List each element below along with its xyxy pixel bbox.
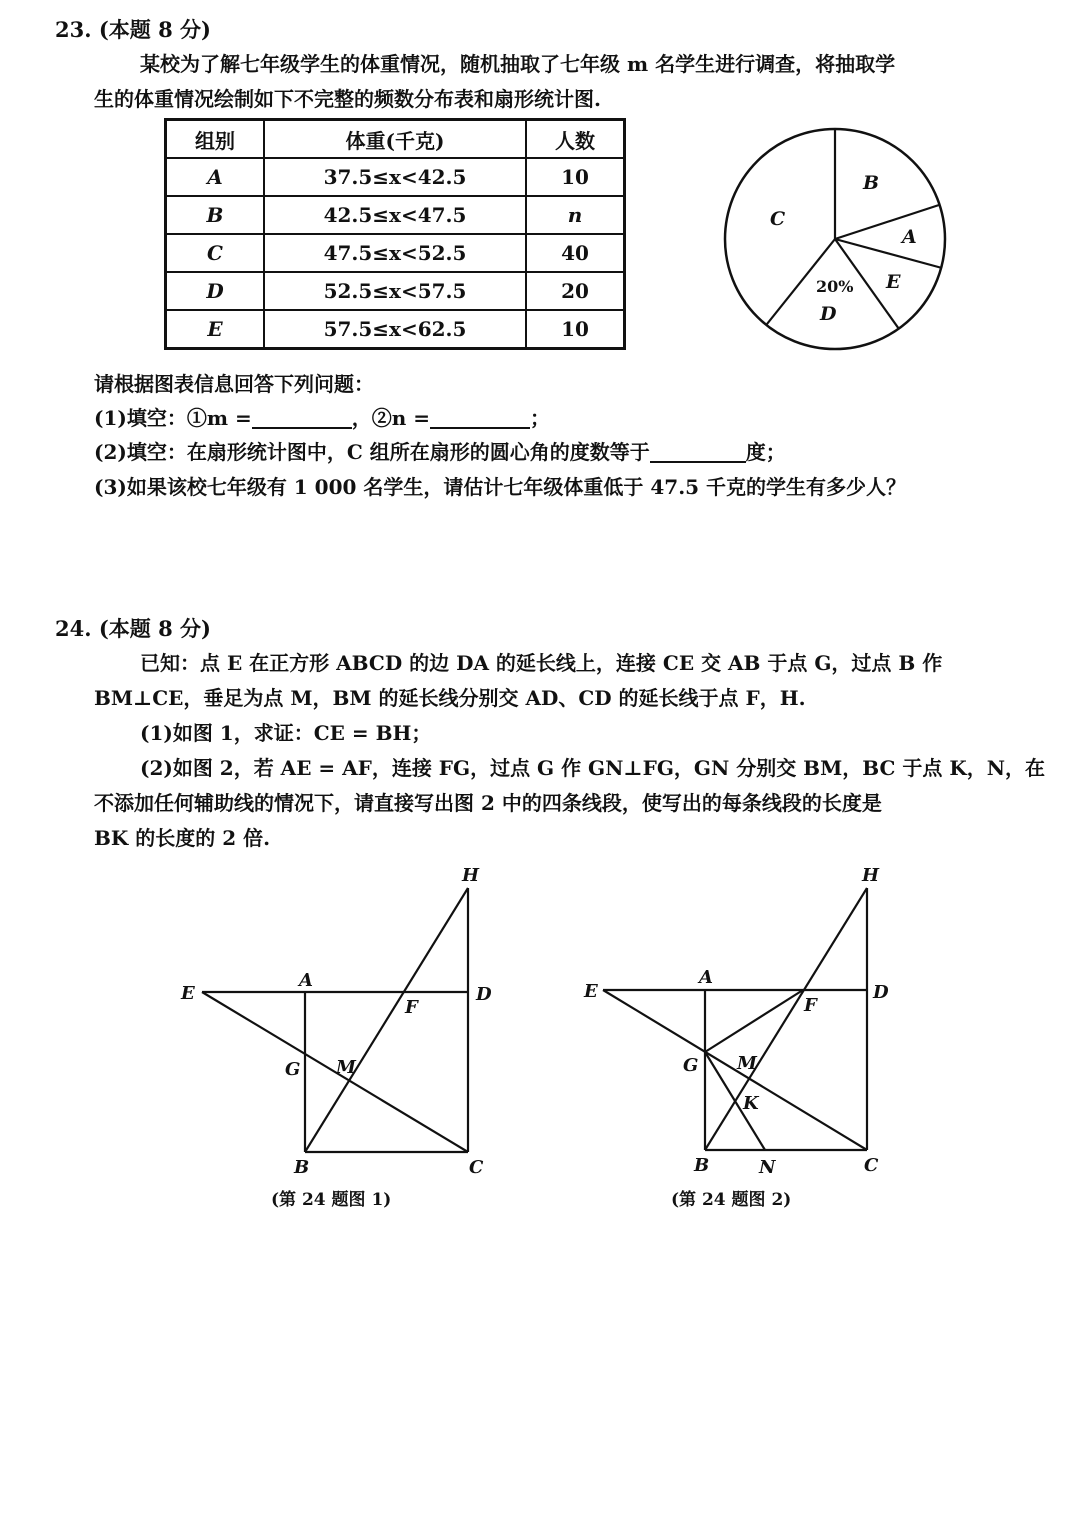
q24-part2-line1: (2)如图 2，若 AE = AF，连接 FG，过点 G 作 GN⊥FG，GN 分别交 BM，BC 于点 K，N，在 bbox=[140, 756, 1046, 780]
fig2-label-e: E bbox=[584, 981, 598, 1002]
part2-end: 度； bbox=[745, 440, 786, 464]
fig2-line-bh bbox=[705, 888, 867, 1150]
q24-part2-line3: BK 的长度的 2 倍. bbox=[94, 826, 271, 850]
fig2-label-b: B bbox=[694, 1155, 710, 1176]
fig2-label-f: F bbox=[804, 995, 817, 1016]
fig2-label-c: C bbox=[864, 1155, 879, 1176]
frequency-table bbox=[164, 118, 626, 350]
table-cell-group: C bbox=[166, 234, 265, 272]
fig1-label-m: M bbox=[336, 1057, 356, 1078]
fig1-label-h: H bbox=[462, 865, 480, 886]
part1-label-n: ，②n = bbox=[351, 406, 430, 430]
answer-blank-angle[interactable] bbox=[650, 439, 746, 463]
pie-label-e: E bbox=[886, 271, 901, 293]
table-header-count: 人数 bbox=[526, 120, 625, 159]
fig1-label-b: B bbox=[294, 1157, 310, 1178]
part1-label-m: (1)填空：①m = bbox=[94, 406, 252, 430]
table-cell-range: 57.5≤x<62.5 bbox=[264, 310, 526, 349]
fig2-label-m: M bbox=[737, 1053, 757, 1074]
fig1-label-d: D bbox=[476, 984, 492, 1005]
fig1-label-e: E bbox=[181, 983, 195, 1004]
q23-header: 23. (本题 8 分) bbox=[55, 17, 211, 42]
table-row bbox=[166, 310, 625, 349]
table-cell-group: B bbox=[166, 196, 265, 234]
table-cell-range: 47.5≤x<52.5 bbox=[264, 234, 526, 272]
fig2-label-k: K bbox=[743, 1093, 759, 1114]
q23-prompt: 请根据图表信息回答下列问题： bbox=[94, 372, 374, 396]
q23-part1 bbox=[94, 401, 550, 436]
q23-part2 bbox=[94, 435, 786, 470]
fig1-label-a: A bbox=[299, 970, 313, 991]
fig2-label-h: H bbox=[862, 865, 880, 886]
figure-2 bbox=[570, 855, 910, 1185]
q24-part1: (1)如图 1，求证：CE = BH； bbox=[140, 721, 432, 745]
fig1-caption: (第 24 题图 1) bbox=[271, 1190, 392, 1210]
table-cell-count: 10 bbox=[526, 158, 625, 196]
fig2-label-g: G bbox=[683, 1055, 699, 1076]
fig2-line-gf bbox=[705, 990, 803, 1052]
fig1-line-bh bbox=[305, 888, 468, 1152]
figure-1 bbox=[170, 855, 510, 1185]
q24-header: 24. (本题 8 分) bbox=[55, 616, 211, 641]
table-cell-group: A bbox=[166, 158, 265, 196]
fig2-line-ec bbox=[603, 990, 867, 1150]
table-row bbox=[166, 196, 625, 234]
table-cell-count: n bbox=[526, 196, 625, 234]
q23-intro-line2: 生的体重情况绘制如下不完整的频数分布表和扇形统计图. bbox=[94, 87, 601, 111]
pie-divider-a-e bbox=[835, 239, 942, 268]
pie-chart bbox=[720, 126, 950, 356]
table-cell-group: E bbox=[166, 310, 265, 349]
q23-intro-line1: 某校为了解七年级学生的体重情况，随机抽取了七年级 m 名学生进行调查，将抽取学 bbox=[140, 52, 896, 76]
table-cell-count: 20 bbox=[526, 272, 625, 310]
q24-intro-line1: 已知：点 E 在正方形 ABCD 的边 DA 的延长线上，连接 CE 交 AB 于点 G，过点 B 作 bbox=[140, 651, 943, 675]
table-cell-group: D bbox=[166, 272, 265, 310]
table-cell-count: 40 bbox=[526, 234, 625, 272]
fig1-label-c: C bbox=[469, 1157, 484, 1178]
answer-blank-n[interactable] bbox=[430, 405, 530, 429]
table-cell-range: 42.5≤x<47.5 bbox=[264, 196, 526, 234]
table-row bbox=[166, 272, 625, 310]
q23-part3: (3)如果该校七年级有 1 000 名学生，请估计七年级体重低于 47.5 千克的学生有多少人？ bbox=[94, 475, 907, 499]
q24-part2-line2: 不添加任何辅助线的情况下，请直接写出图 2 中的四条线段，使写出的每条线段的长度是 bbox=[94, 791, 882, 815]
table-header-group: 组别 bbox=[166, 120, 265, 159]
fig2-label-d: D bbox=[873, 982, 889, 1003]
fig2-label-a: A bbox=[699, 967, 713, 988]
table-cell-count: 10 bbox=[526, 310, 625, 349]
pie-label-b: B bbox=[863, 172, 880, 194]
pie-divider-b-a bbox=[835, 205, 939, 239]
table-row bbox=[166, 158, 625, 196]
pie-label-d: D bbox=[820, 303, 837, 325]
table-header-weight: 体重(千克) bbox=[264, 120, 526, 159]
table-cell-range: 37.5≤x<42.5 bbox=[264, 158, 526, 196]
part1-end: ； bbox=[530, 406, 550, 430]
pie-label-d-percent: 20% bbox=[816, 277, 854, 296]
pie-label-a: A bbox=[902, 226, 917, 248]
fig1-label-g: G bbox=[285, 1059, 301, 1080]
table-row bbox=[166, 234, 625, 272]
q24-intro-line2: BM⊥CE，垂足为点 M，BM 的延长线分别交 AD、CD 的延长线于点 F，H. bbox=[94, 686, 806, 710]
pie-label-c: C bbox=[770, 208, 786, 230]
fig2-caption: (第 24 题图 2) bbox=[671, 1190, 792, 1210]
fig2-label-n: N bbox=[759, 1157, 776, 1178]
fig1-line-ec bbox=[202, 992, 468, 1152]
part2-text: (2)填空：在扇形统计图中，C 组所在扇形的圆心角的度数等于 bbox=[94, 440, 650, 464]
table-cell-range: 52.5≤x<57.5 bbox=[264, 272, 526, 310]
fig1-label-f: F bbox=[405, 997, 418, 1018]
answer-blank-m[interactable] bbox=[252, 405, 352, 429]
table-header-row bbox=[166, 120, 625, 159]
